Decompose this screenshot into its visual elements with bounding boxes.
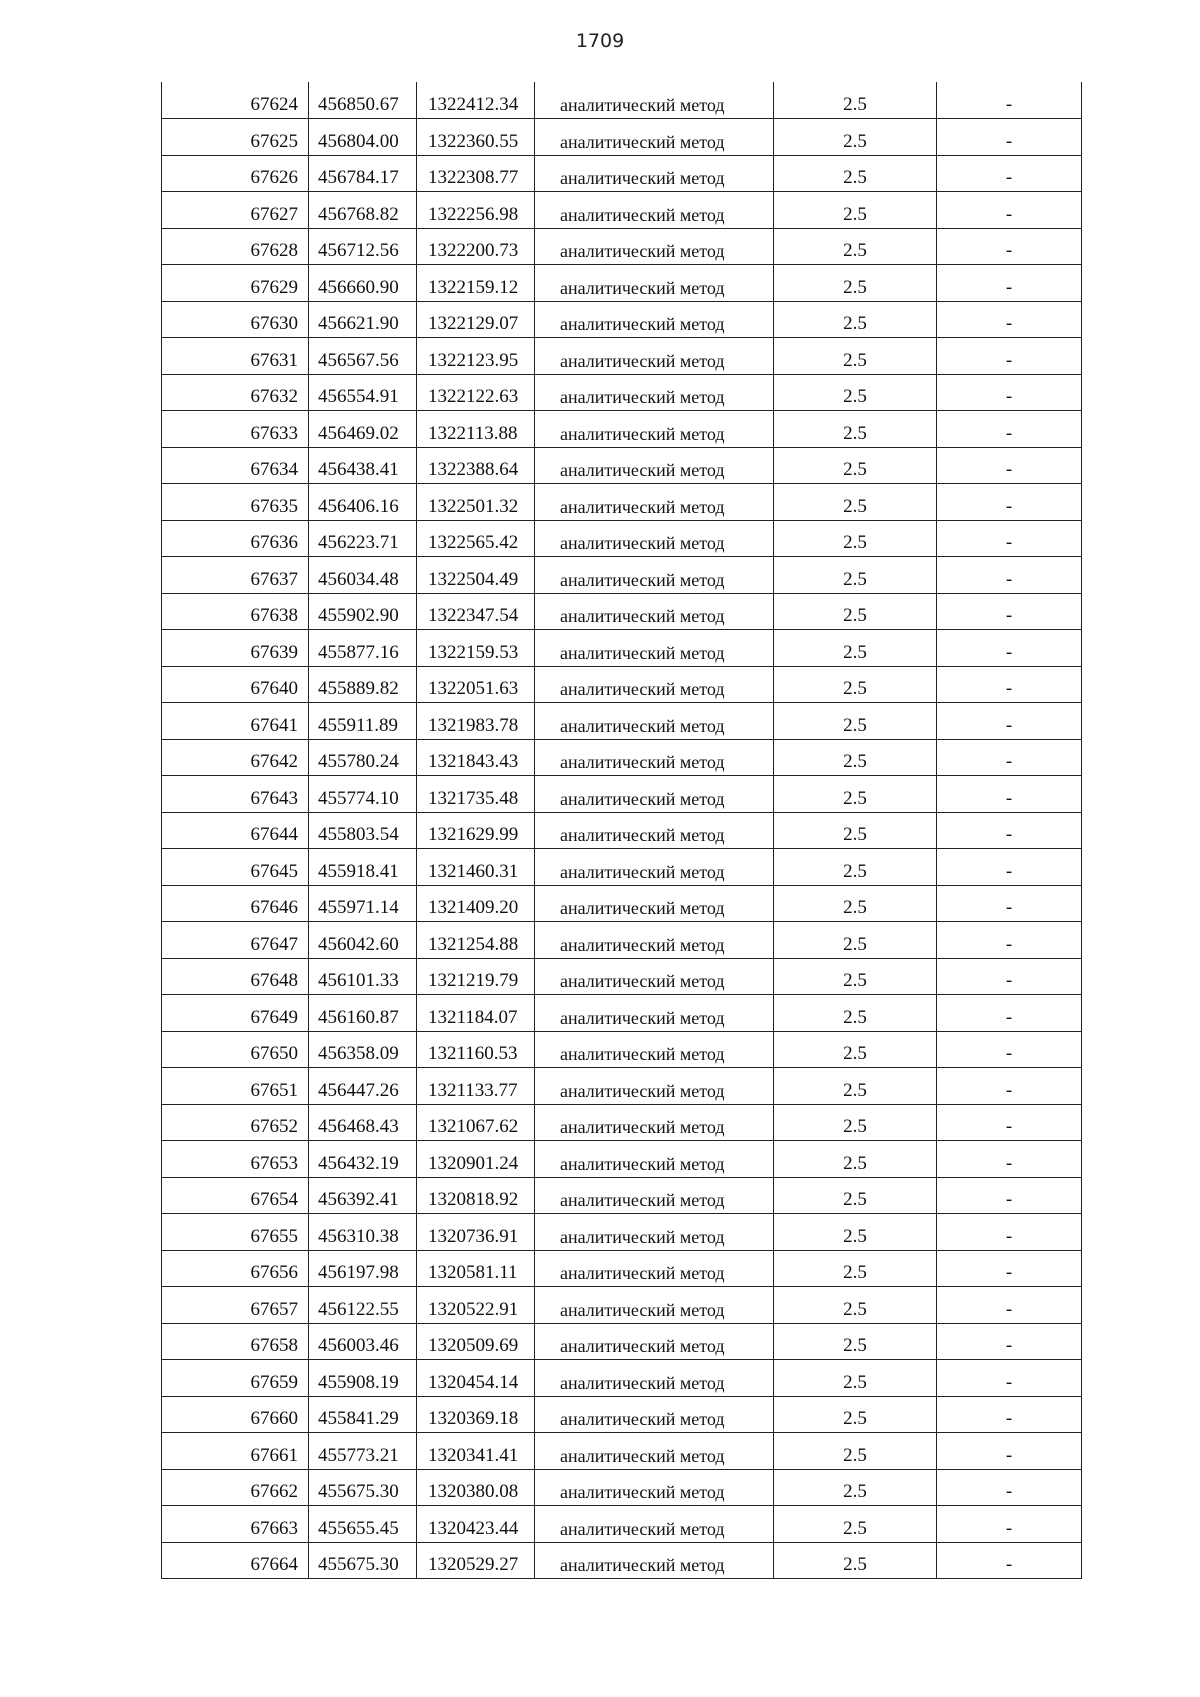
point-number-cell: 67661 — [162, 1433, 309, 1470]
table-row — [162, 484, 1082, 521]
accuracy-cell: 2.5 — [774, 593, 937, 630]
table-row — [162, 1104, 1082, 1141]
point-number-cell: 67648 — [162, 958, 309, 995]
x-coordinate-cell: 456438.41 — [309, 447, 417, 484]
note-cell: - — [937, 155, 1082, 192]
note-cell: - — [937, 1214, 1082, 1251]
point-number-cell: 67635 — [162, 484, 309, 521]
x-coordinate-cell: 455655.45 — [309, 1506, 417, 1543]
method-cell: аналитический метод — [535, 1506, 774, 1543]
method-cell: аналитический метод — [535, 995, 774, 1032]
accuracy-cell: 2.5 — [774, 885, 937, 922]
table-row — [162, 849, 1082, 886]
accuracy-cell: 2.5 — [774, 520, 937, 557]
method-cell: аналитический метод — [535, 1542, 774, 1579]
note-cell: - — [937, 484, 1082, 521]
y-coordinate-cell: 1322200.73 — [417, 228, 535, 265]
note-cell: - — [937, 119, 1082, 156]
note-cell: - — [937, 1177, 1082, 1214]
x-coordinate-cell: 455803.54 — [309, 812, 417, 849]
method-cell: аналитический метод — [535, 484, 774, 521]
point-number-cell: 67634 — [162, 447, 309, 484]
point-number-cell: 67639 — [162, 630, 309, 667]
x-coordinate-cell: 456554.91 — [309, 374, 417, 411]
note-cell: - — [937, 630, 1082, 667]
accuracy-cell: 2.5 — [774, 557, 937, 594]
method-cell: аналитический метод — [535, 447, 774, 484]
table-row — [162, 1433, 1082, 1470]
x-coordinate-cell: 456122.55 — [309, 1287, 417, 1324]
table-row — [162, 812, 1082, 849]
point-number-cell: 67650 — [162, 1031, 309, 1068]
accuracy-cell: 2.5 — [774, 1214, 937, 1251]
method-cell: аналитический метод — [535, 922, 774, 959]
table-row — [162, 1141, 1082, 1178]
table-row — [162, 155, 1082, 192]
note-cell: - — [937, 885, 1082, 922]
accuracy-cell: 2.5 — [774, 849, 937, 886]
table-row — [162, 411, 1082, 448]
accuracy-cell: 2.5 — [774, 1141, 937, 1178]
x-coordinate-cell: 456660.90 — [309, 265, 417, 302]
y-coordinate-cell: 1320423.44 — [417, 1506, 535, 1543]
y-coordinate-cell: 1321067.62 — [417, 1104, 535, 1141]
table-row — [162, 1177, 1082, 1214]
method-cell: аналитический метод — [535, 82, 774, 119]
accuracy-cell: 2.5 — [774, 1360, 937, 1397]
accuracy-cell: 2.5 — [774, 119, 937, 156]
method-cell: аналитический метод — [535, 885, 774, 922]
y-coordinate-cell: 1321160.53 — [417, 1031, 535, 1068]
point-number-cell: 67660 — [162, 1396, 309, 1433]
point-number-cell: 67642 — [162, 739, 309, 776]
accuracy-cell: 2.5 — [774, 155, 937, 192]
point-number-cell: 67651 — [162, 1068, 309, 1105]
accuracy-cell: 2.5 — [774, 1323, 937, 1360]
x-coordinate-cell: 455780.24 — [309, 739, 417, 776]
point-number-cell: 67647 — [162, 922, 309, 959]
note-cell: - — [937, 739, 1082, 776]
note-cell: - — [937, 411, 1082, 448]
y-coordinate-cell: 1320341.41 — [417, 1433, 535, 1470]
method-cell: аналитический метод — [535, 338, 774, 375]
table-row — [162, 192, 1082, 229]
method-cell: аналитический метод — [535, 630, 774, 667]
method-cell: аналитический метод — [535, 192, 774, 229]
y-coordinate-cell: 1321219.79 — [417, 958, 535, 995]
accuracy-cell: 2.5 — [774, 411, 937, 448]
x-coordinate-cell: 455908.19 — [309, 1360, 417, 1397]
method-cell: аналитический метод — [535, 1396, 774, 1433]
x-coordinate-cell: 456406.16 — [309, 484, 417, 521]
table-row — [162, 119, 1082, 156]
method-cell: аналитический метод — [535, 228, 774, 265]
accuracy-cell: 2.5 — [774, 922, 937, 959]
accuracy-cell: 2.5 — [774, 192, 937, 229]
accuracy-cell: 2.5 — [774, 374, 937, 411]
y-coordinate-cell: 1322129.07 — [417, 301, 535, 338]
note-cell: - — [937, 228, 1082, 265]
point-number-cell: 67653 — [162, 1141, 309, 1178]
note-cell: - — [937, 447, 1082, 484]
note-cell: - — [937, 1396, 1082, 1433]
point-number-cell: 67629 — [162, 265, 309, 302]
coordinates-table-container — [161, 82, 1081, 1579]
x-coordinate-cell: 456768.82 — [309, 192, 417, 229]
x-coordinate-cell: 456034.48 — [309, 557, 417, 594]
point-number-cell: 67626 — [162, 155, 309, 192]
method-cell: аналитический метод — [535, 958, 774, 995]
y-coordinate-cell: 1321254.88 — [417, 922, 535, 959]
table-row — [162, 557, 1082, 594]
y-coordinate-cell: 1321184.07 — [417, 995, 535, 1032]
x-coordinate-cell: 456712.56 — [309, 228, 417, 265]
accuracy-cell: 2.5 — [774, 1542, 937, 1579]
x-coordinate-cell: 456567.56 — [309, 338, 417, 375]
x-coordinate-cell: 455902.90 — [309, 593, 417, 630]
point-number-cell: 67624 — [162, 82, 309, 119]
x-coordinate-cell: 456447.26 — [309, 1068, 417, 1105]
x-coordinate-cell: 456468.43 — [309, 1104, 417, 1141]
x-coordinate-cell: 456804.00 — [309, 119, 417, 156]
y-coordinate-cell: 1322412.34 — [417, 82, 535, 119]
x-coordinate-cell: 455675.30 — [309, 1469, 417, 1506]
method-cell: аналитический метод — [535, 557, 774, 594]
table-row — [162, 1506, 1082, 1543]
y-coordinate-cell: 1322159.12 — [417, 265, 535, 302]
table-row — [162, 666, 1082, 703]
note-cell: - — [937, 338, 1082, 375]
x-coordinate-cell: 455773.21 — [309, 1433, 417, 1470]
method-cell: аналитический метод — [535, 666, 774, 703]
table-row — [162, 1068, 1082, 1105]
y-coordinate-cell: 1321843.43 — [417, 739, 535, 776]
point-number-cell: 67628 — [162, 228, 309, 265]
y-coordinate-cell: 1322504.49 — [417, 557, 535, 594]
accuracy-cell: 2.5 — [774, 1068, 937, 1105]
point-number-cell: 67625 — [162, 119, 309, 156]
method-cell: аналитический метод — [535, 411, 774, 448]
table-row — [162, 995, 1082, 1032]
table-row — [162, 520, 1082, 557]
x-coordinate-cell: 455841.29 — [309, 1396, 417, 1433]
note-cell: - — [937, 849, 1082, 886]
method-cell: аналитический метод — [535, 1433, 774, 1470]
point-number-cell: 67630 — [162, 301, 309, 338]
note-cell: - — [937, 922, 1082, 959]
method-cell: аналитический метод — [535, 1031, 774, 1068]
y-coordinate-cell: 1322565.42 — [417, 520, 535, 557]
point-number-cell: 67657 — [162, 1287, 309, 1324]
note-cell: - — [937, 1104, 1082, 1141]
point-number-cell: 67627 — [162, 192, 309, 229]
accuracy-cell: 2.5 — [774, 1396, 937, 1433]
point-number-cell: 67663 — [162, 1506, 309, 1543]
point-number-cell: 67633 — [162, 411, 309, 448]
table-row — [162, 1287, 1082, 1324]
note-cell: - — [937, 1250, 1082, 1287]
point-number-cell: 67655 — [162, 1214, 309, 1251]
method-cell: аналитический метод — [535, 1360, 774, 1397]
accuracy-cell: 2.5 — [774, 301, 937, 338]
y-coordinate-cell: 1320901.24 — [417, 1141, 535, 1178]
y-coordinate-cell: 1322388.64 — [417, 447, 535, 484]
y-coordinate-cell: 1320509.69 — [417, 1323, 535, 1360]
method-cell: аналитический метод — [535, 374, 774, 411]
y-coordinate-cell: 1321409.20 — [417, 885, 535, 922]
table-row — [162, 1542, 1082, 1579]
accuracy-cell: 2.5 — [774, 1469, 937, 1506]
accuracy-cell: 2.5 — [774, 1506, 937, 1543]
accuracy-cell: 2.5 — [774, 1250, 937, 1287]
method-cell: аналитический метод — [535, 812, 774, 849]
method-cell: аналитический метод — [535, 301, 774, 338]
x-coordinate-cell: 456101.33 — [309, 958, 417, 995]
table-row — [162, 338, 1082, 375]
table-row — [162, 374, 1082, 411]
method-cell: аналитический метод — [535, 593, 774, 630]
page-number: 1709 — [575, 30, 625, 52]
method-cell: аналитический метод — [535, 1287, 774, 1324]
y-coordinate-cell: 1322308.77 — [417, 155, 535, 192]
accuracy-cell: 2.5 — [774, 447, 937, 484]
note-cell: - — [937, 1031, 1082, 1068]
x-coordinate-cell: 456197.98 — [309, 1250, 417, 1287]
method-cell: аналитический метод — [535, 739, 774, 776]
note-cell: - — [937, 812, 1082, 849]
note-cell: - — [937, 301, 1082, 338]
note-cell: - — [937, 1433, 1082, 1470]
table-row — [162, 1250, 1082, 1287]
y-coordinate-cell: 1320454.14 — [417, 1360, 535, 1397]
x-coordinate-cell: 455675.30 — [309, 1542, 417, 1579]
method-cell: аналитический метод — [535, 1323, 774, 1360]
note-cell: - — [937, 666, 1082, 703]
x-coordinate-cell: 455877.16 — [309, 630, 417, 667]
x-coordinate-cell: 456160.87 — [309, 995, 417, 1032]
table-row — [162, 1031, 1082, 1068]
y-coordinate-cell: 1321735.48 — [417, 776, 535, 813]
point-number-cell: 67659 — [162, 1360, 309, 1397]
x-coordinate-cell: 456003.46 — [309, 1323, 417, 1360]
note-cell: - — [937, 995, 1082, 1032]
x-coordinate-cell: 456784.17 — [309, 155, 417, 192]
method-cell: аналитический метод — [535, 155, 774, 192]
point-number-cell: 67644 — [162, 812, 309, 849]
note-cell: - — [937, 958, 1082, 995]
note-cell: - — [937, 1323, 1082, 1360]
table-row — [162, 922, 1082, 959]
table-row — [162, 593, 1082, 630]
method-cell: аналитический метод — [535, 1141, 774, 1178]
point-number-cell: 67643 — [162, 776, 309, 813]
accuracy-cell: 2.5 — [774, 484, 937, 521]
method-cell: аналитический метод — [535, 1214, 774, 1251]
point-number-cell: 67645 — [162, 849, 309, 886]
table-row — [162, 630, 1082, 667]
x-coordinate-cell: 456432.19 — [309, 1141, 417, 1178]
table-row — [162, 703, 1082, 740]
accuracy-cell: 2.5 — [774, 338, 937, 375]
point-number-cell: 67662 — [162, 1469, 309, 1506]
x-coordinate-cell: 455774.10 — [309, 776, 417, 813]
accuracy-cell: 2.5 — [774, 1287, 937, 1324]
table-row — [162, 776, 1082, 813]
point-number-cell: 67656 — [162, 1250, 309, 1287]
note-cell: - — [937, 1506, 1082, 1543]
x-coordinate-cell: 455911.89 — [309, 703, 417, 740]
y-coordinate-cell: 1322123.95 — [417, 338, 535, 375]
y-coordinate-cell: 1321629.99 — [417, 812, 535, 849]
note-cell: - — [937, 593, 1082, 630]
x-coordinate-cell: 456392.41 — [309, 1177, 417, 1214]
note-cell: - — [937, 1360, 1082, 1397]
method-cell: аналитический метод — [535, 776, 774, 813]
point-number-cell: 67631 — [162, 338, 309, 375]
note-cell: - — [937, 192, 1082, 229]
method-cell: аналитический метод — [535, 1068, 774, 1105]
point-number-cell: 67664 — [162, 1542, 309, 1579]
table-row — [162, 1323, 1082, 1360]
point-number-cell: 67646 — [162, 885, 309, 922]
accuracy-cell: 2.5 — [774, 228, 937, 265]
note-cell: - — [937, 265, 1082, 302]
y-coordinate-cell: 1321983.78 — [417, 703, 535, 740]
x-coordinate-cell: 456358.09 — [309, 1031, 417, 1068]
x-coordinate-cell: 456850.67 — [309, 82, 417, 119]
accuracy-cell: 2.5 — [774, 1433, 937, 1470]
note-cell: - — [937, 1287, 1082, 1324]
point-number-cell: 67641 — [162, 703, 309, 740]
note-cell: - — [937, 1068, 1082, 1105]
accuracy-cell: 2.5 — [774, 995, 937, 1032]
point-number-cell: 67632 — [162, 374, 309, 411]
accuracy-cell: 2.5 — [774, 82, 937, 119]
y-coordinate-cell: 1322122.63 — [417, 374, 535, 411]
accuracy-cell: 2.5 — [774, 739, 937, 776]
table-row — [162, 958, 1082, 995]
x-coordinate-cell: 456223.71 — [309, 520, 417, 557]
note-cell: - — [937, 82, 1082, 119]
method-cell: аналитический метод — [535, 1104, 774, 1141]
method-cell: аналитический метод — [535, 520, 774, 557]
note-cell: - — [937, 520, 1082, 557]
method-cell: аналитический метод — [535, 265, 774, 302]
table-row — [162, 447, 1082, 484]
accuracy-cell: 2.5 — [774, 812, 937, 849]
x-coordinate-cell: 456469.02 — [309, 411, 417, 448]
accuracy-cell: 2.5 — [774, 703, 937, 740]
point-number-cell: 67652 — [162, 1104, 309, 1141]
accuracy-cell: 2.5 — [774, 666, 937, 703]
point-number-cell: 67636 — [162, 520, 309, 557]
point-number-cell: 67640 — [162, 666, 309, 703]
y-coordinate-cell: 1322501.32 — [417, 484, 535, 521]
note-cell: - — [937, 776, 1082, 813]
accuracy-cell: 2.5 — [774, 1031, 937, 1068]
point-number-cell: 67638 — [162, 593, 309, 630]
point-number-cell: 67658 — [162, 1323, 309, 1360]
y-coordinate-cell: 1321133.77 — [417, 1068, 535, 1105]
note-cell: - — [937, 1469, 1082, 1506]
y-coordinate-cell: 1321460.31 — [417, 849, 535, 886]
accuracy-cell: 2.5 — [774, 630, 937, 667]
note-cell: - — [937, 703, 1082, 740]
method-cell: аналитический метод — [535, 703, 774, 740]
table-row — [162, 1360, 1082, 1397]
y-coordinate-cell: 1320529.27 — [417, 1542, 535, 1579]
y-coordinate-cell: 1320522.91 — [417, 1287, 535, 1324]
y-coordinate-cell: 1322360.55 — [417, 119, 535, 156]
point-number-cell: 67654 — [162, 1177, 309, 1214]
accuracy-cell: 2.5 — [774, 1104, 937, 1141]
table-row — [162, 739, 1082, 776]
y-coordinate-cell: 1320369.18 — [417, 1396, 535, 1433]
accuracy-cell: 2.5 — [774, 958, 937, 995]
note-cell: - — [937, 557, 1082, 594]
y-coordinate-cell: 1322051.63 — [417, 666, 535, 703]
table-row — [162, 1396, 1082, 1433]
y-coordinate-cell: 1322159.53 — [417, 630, 535, 667]
point-number-cell: 67637 — [162, 557, 309, 594]
table-row — [162, 1469, 1082, 1506]
x-coordinate-cell: 455889.82 — [309, 666, 417, 703]
accuracy-cell: 2.5 — [774, 265, 937, 302]
x-coordinate-cell: 455918.41 — [309, 849, 417, 886]
table-row — [162, 265, 1082, 302]
method-cell: аналитический метод — [535, 1250, 774, 1287]
y-coordinate-cell: 1320818.92 — [417, 1177, 535, 1214]
table-row — [162, 885, 1082, 922]
accuracy-cell: 2.5 — [774, 776, 937, 813]
note-cell: - — [937, 1542, 1082, 1579]
method-cell: аналитический метод — [535, 849, 774, 886]
table-row — [162, 228, 1082, 265]
x-coordinate-cell: 456621.90 — [309, 301, 417, 338]
method-cell: аналитический метод — [535, 119, 774, 156]
x-coordinate-cell: 456042.60 — [309, 922, 417, 959]
x-coordinate-cell: 455971.14 — [309, 885, 417, 922]
point-number-cell: 67649 — [162, 995, 309, 1032]
table-row — [162, 82, 1082, 119]
y-coordinate-cell: 1322256.98 — [417, 192, 535, 229]
coordinates-table — [161, 82, 1082, 1579]
y-coordinate-cell: 1322347.54 — [417, 593, 535, 630]
y-coordinate-cell: 1320736.91 — [417, 1214, 535, 1251]
method-cell: аналитический метод — [535, 1177, 774, 1214]
y-coordinate-cell: 1320581.11 — [417, 1250, 535, 1287]
table-row — [162, 301, 1082, 338]
method-cell: аналитический метод — [535, 1469, 774, 1506]
table-row — [162, 1214, 1082, 1251]
y-coordinate-cell: 1322113.88 — [417, 411, 535, 448]
note-cell: - — [937, 374, 1082, 411]
note-cell: - — [937, 1141, 1082, 1178]
y-coordinate-cell: 1320380.08 — [417, 1469, 535, 1506]
x-coordinate-cell: 456310.38 — [309, 1214, 417, 1251]
coordinates-table-body — [162, 82, 1082, 1579]
accuracy-cell: 2.5 — [774, 1177, 937, 1214]
